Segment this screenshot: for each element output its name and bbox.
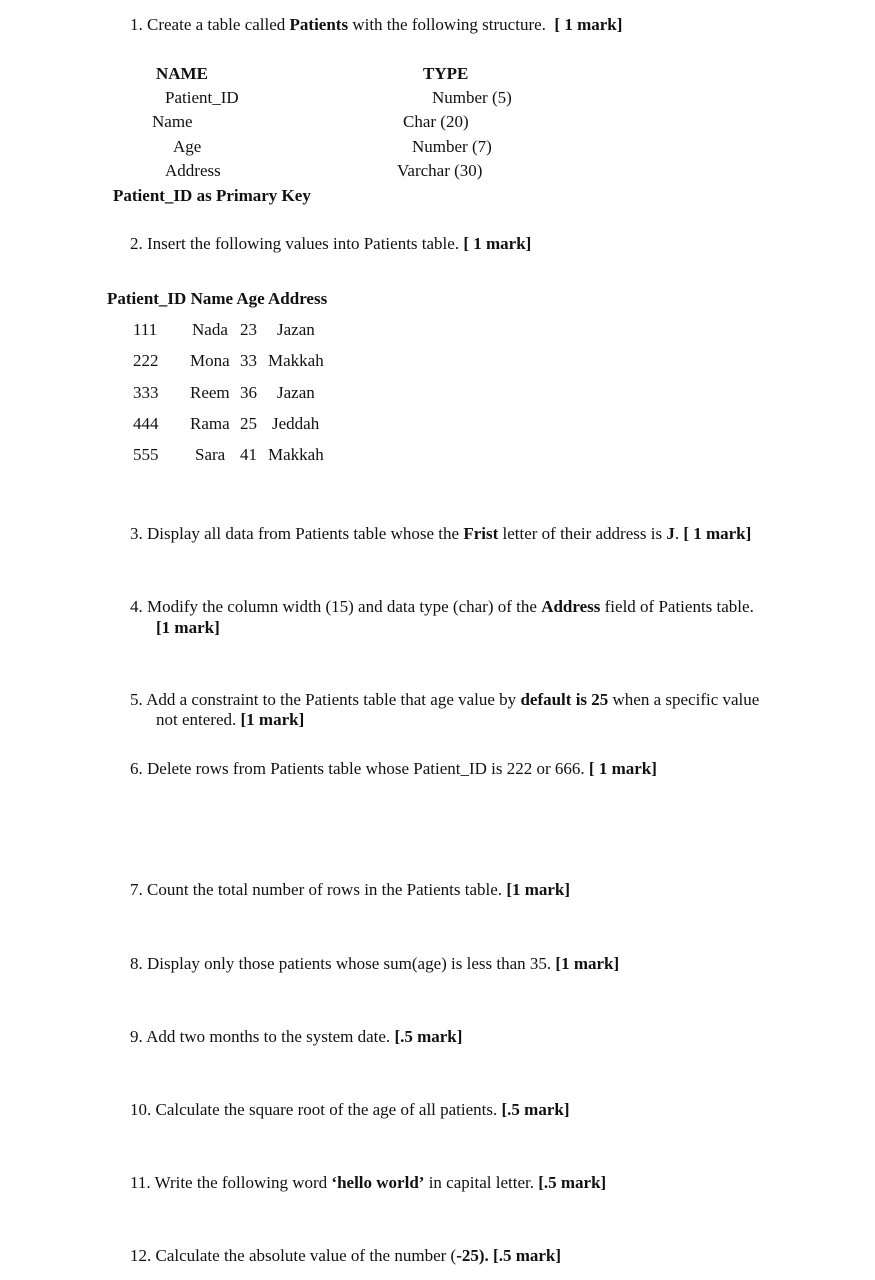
row-id: 444 [133, 414, 159, 433]
question-5 [130, 690, 759, 710]
question-number: 6. [130, 759, 143, 778]
structure-field-type: Varchar (30) [397, 161, 483, 180]
question-4 [130, 597, 754, 617]
bold-phrase: ‘hello world’ [331, 1173, 425, 1192]
question-number: 7. [130, 880, 143, 899]
question-text: Add a constraint to the Patients table that age value by [146, 690, 517, 709]
question-6 [130, 759, 657, 779]
row-name: Reem [190, 383, 230, 402]
question-number: 2. [130, 234, 143, 253]
structure-field-type: Char (20) [403, 112, 469, 131]
row-address: Makkah [268, 351, 324, 370]
question-12 [130, 1246, 561, 1266]
row-age: 36 [240, 383, 257, 402]
structure-field-name: Age [173, 137, 202, 156]
question-text: with the following structure. [352, 15, 546, 34]
row-address: Makkah [268, 445, 324, 464]
question-11 [130, 1173, 606, 1193]
row-age: 33 [240, 351, 257, 370]
mark-label: [ 1 mark] [554, 15, 623, 34]
structure-header-type: TYPE [423, 64, 469, 83]
row-id: 111 [133, 320, 158, 339]
row-address: Jazan [277, 320, 315, 339]
question-5-line-2 [156, 710, 304, 730]
question-number: 12. [130, 1246, 152, 1265]
structure-field-type: Number (5) [432, 88, 512, 107]
question-number: 10. [130, 1100, 152, 1119]
question-text: Count the total number of rows in the Patients table. [147, 880, 503, 899]
mark-label: [1 mark] [555, 954, 620, 973]
bold-word: Frist [463, 524, 499, 543]
row-age: 41 [240, 445, 257, 464]
question-text: field of Patients table. [604, 597, 754, 616]
question-number: 11. [130, 1173, 151, 1192]
row-name: Sara [195, 445, 226, 464]
question-text: Write the following word [154, 1173, 328, 1192]
question-number: 1. [130, 15, 143, 34]
structure-field-type: Number (7) [412, 137, 492, 156]
bold-letter: J [666, 524, 675, 543]
row-name: Nada [192, 320, 228, 339]
structure-field-name: Address [165, 161, 221, 180]
bold-value: -25). [456, 1246, 489, 1265]
question-text: letter of their address is [502, 524, 663, 543]
question-number: 8. [130, 954, 143, 973]
mark-label: [.5 mark] [538, 1173, 607, 1192]
question-text: when a specific value [612, 690, 760, 709]
mark-label: [.5 mark] [501, 1100, 570, 1119]
question-number: 9. [130, 1027, 143, 1046]
question-number: 5. [130, 690, 143, 709]
question-10 [130, 1100, 570, 1120]
mark-label: [ 1 mark] [588, 759, 657, 778]
mark-label: [.5 mark] [394, 1027, 463, 1046]
question-number: 4. [130, 597, 143, 616]
structure-field-name: Patient_ID [165, 88, 239, 107]
bold-phrase: default is 25 [520, 690, 609, 709]
question-3: 3. Display all data from Patients table whose the Frist letter of their address is J. [ 1 mark] [130, 524, 752, 543]
row-id: 222 [133, 351, 159, 370]
question-8 [130, 954, 619, 974]
bold-word: Address [541, 597, 601, 616]
question-7 [130, 880, 570, 900]
row-name: Rama [190, 414, 230, 433]
row-name: Mona [190, 351, 230, 370]
question-text: Display only those patients whose sum(age) is less than 35. [147, 954, 552, 973]
mark-label: [ 1 mark] [463, 234, 532, 253]
question-number: 3. [130, 524, 143, 543]
primary-key-note: Patient_ID as Primary Key [113, 186, 311, 205]
question-text: Modify the column width (15) and data type (char) of the [147, 597, 537, 616]
row-id: 555 [133, 445, 159, 464]
row-address: Jeddah [272, 414, 320, 433]
structure-header-name: NAME [156, 64, 208, 83]
mark-label: [1 mark] [506, 880, 571, 899]
question-text: Calculate the absolute value of the number ( [155, 1246, 457, 1265]
row-address: Jazan [277, 383, 315, 402]
question-text: Display all data from Patients table whose the [147, 524, 460, 543]
question-text: Calculate the square root of the age of all patients. [155, 1100, 498, 1119]
row-age: 23 [240, 320, 257, 339]
question-text: Delete rows from Patients table whose Patient_ID is 222 or 666. [147, 759, 585, 778]
row-id: 333 [133, 383, 159, 402]
question-text: Create a table called [147, 15, 286, 34]
values-table-header: Patient_ID Name Age Address [107, 289, 328, 308]
table-name: Patients [289, 15, 349, 34]
question-9 [130, 1027, 462, 1047]
row-age: 25 [240, 414, 257, 433]
question-2 [130, 234, 531, 254]
structure-field-name: Name [152, 112, 193, 131]
question-1 [130, 15, 622, 35]
mark-label: [.5 mark] [493, 1246, 562, 1265]
mark-label: [1 mark] [156, 618, 220, 637]
question-text: not entered. [156, 710, 237, 729]
question-text: Add two months to the system date. [146, 1027, 391, 1046]
mark-label: [ 1 mark] [683, 524, 752, 543]
question-text: in capital letter. [428, 1173, 534, 1192]
mark-label: [1 mark] [240, 710, 305, 729]
question-text: Insert the following values into Patients table. [147, 234, 460, 253]
